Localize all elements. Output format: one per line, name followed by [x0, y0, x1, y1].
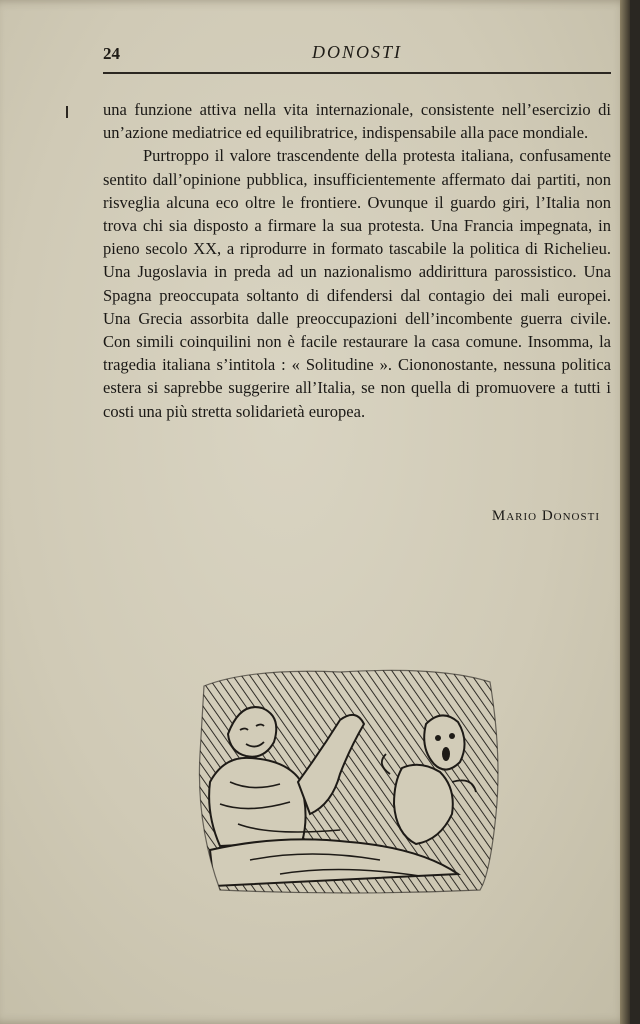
paragraph-main: Purtroppo il valore trascendente della protesta italiana, confusamente sentito dall’opinione pubblica, insufficientemente affermato dai partiti, non risveglia alcuna eco oltre le frontiere. Ovunque il guardo giri, l’Italia non trova chi sia disposto a firmare la sua protesta. Una Francia impegnata, in pieno secolo XX, a riprodurre in formato tascabile la politica di Richelieu. Una Jugoslavia in preda ad un nazionalismo addirittura parossistico. Una Spagna preoccupata soltanto di difendersi dal contagio dei mali europei. Una Grecia assorbita dalle preoccupazioni dell’incombente guerra civile. Con simili coinquilini non è facile restaurare la casa comune. Insomma, la tragedia italiana s’intitola : « Solitudine ». Ciononostante, nessuna politica estera si saprebbe suggerire all’Italia, se non quella di promuovere a tutti i costi una più stretta solidarietà europea.: [103, 146, 611, 421]
running-title: DONOSTI: [311, 42, 402, 62]
running-head: [103, 40, 611, 72]
paragraph-continued: una funzione attiva nella vita internazionale, consistente nell’esercizio di un’azione mediatrice ed equilibratrice, indispensabile alla pace mondiale.: [103, 100, 611, 143]
ink-sketch-two-figures-icon: [190, 664, 502, 896]
page-number: 24: [103, 44, 120, 63]
header-rule: [103, 72, 611, 74]
article-body: [103, 98, 611, 423]
author-signature: Mario Donosti: [491, 508, 600, 524]
margin-mark: [66, 106, 68, 118]
page-edge: [620, 0, 630, 1024]
